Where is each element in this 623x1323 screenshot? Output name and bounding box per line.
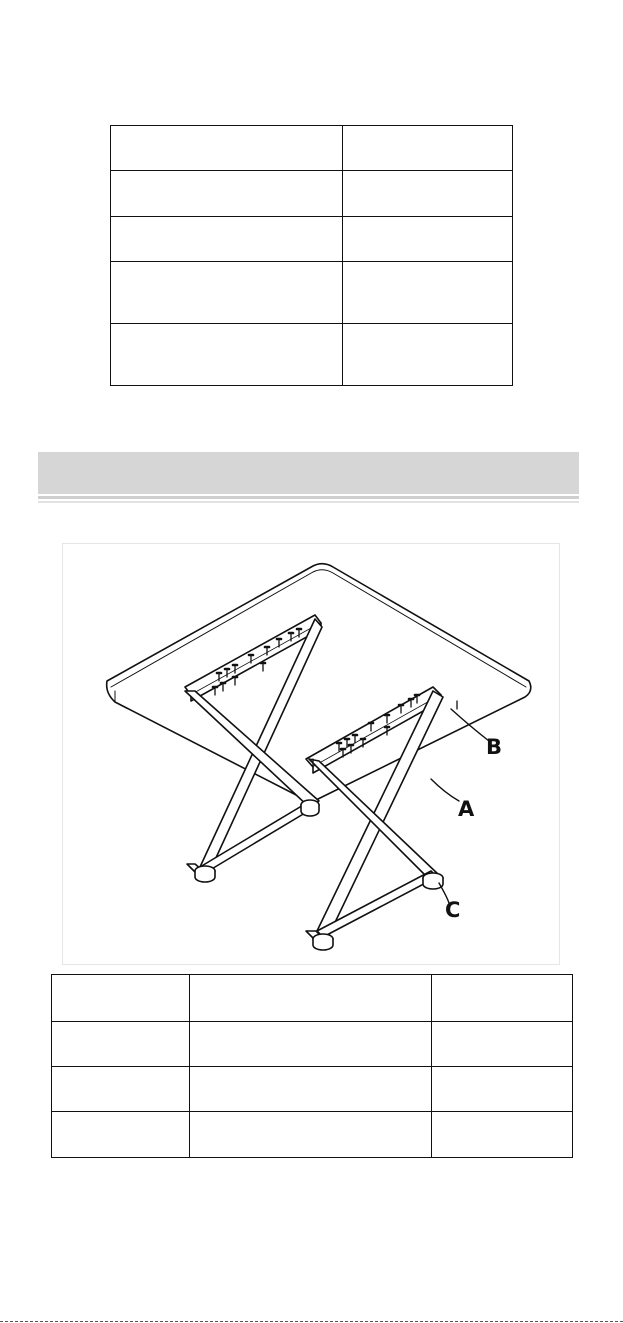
table-cell	[190, 1067, 432, 1112]
leader-line-a	[431, 779, 459, 801]
section-header-bar	[38, 452, 579, 494]
table-cell	[111, 262, 343, 324]
section-divider	[38, 496, 579, 499]
table-row	[52, 1022, 573, 1067]
table-cell	[52, 975, 190, 1022]
section-divider	[38, 501, 579, 503]
assembly-diagram	[62, 543, 560, 965]
callout-label-c: C	[445, 898, 461, 922]
table-row	[111, 217, 513, 262]
table-row	[111, 324, 513, 386]
table-cell	[343, 217, 513, 262]
table-assembly-illustration	[63, 544, 559, 964]
table-row	[111, 171, 513, 217]
table-row	[52, 1112, 573, 1158]
table-cell	[432, 975, 573, 1022]
table-row	[111, 262, 513, 324]
table-cell	[190, 1112, 432, 1158]
callout-label-b: B	[486, 735, 503, 759]
specification-table	[110, 125, 513, 386]
table-cell	[343, 171, 513, 217]
table-cell	[343, 126, 513, 171]
table-row	[52, 975, 573, 1022]
table-cell	[432, 1067, 573, 1112]
table-cell	[52, 1022, 190, 1067]
table-cell	[52, 1112, 190, 1158]
table-cell	[343, 324, 513, 386]
table-cell	[190, 1022, 432, 1067]
table-cell	[432, 1112, 573, 1158]
table-cell	[190, 975, 432, 1022]
page-bottom-rule	[0, 1321, 623, 1322]
table-cell	[111, 171, 343, 217]
parts-table	[51, 974, 573, 1158]
table-cell	[432, 1022, 573, 1067]
table-cell	[343, 262, 513, 324]
callout-label-a: A	[458, 797, 475, 821]
table-row	[111, 126, 513, 171]
table-row	[52, 1067, 573, 1112]
table-cell	[111, 217, 343, 262]
table-cell	[111, 324, 343, 386]
table-cell	[111, 126, 343, 171]
table-cell	[52, 1067, 190, 1112]
